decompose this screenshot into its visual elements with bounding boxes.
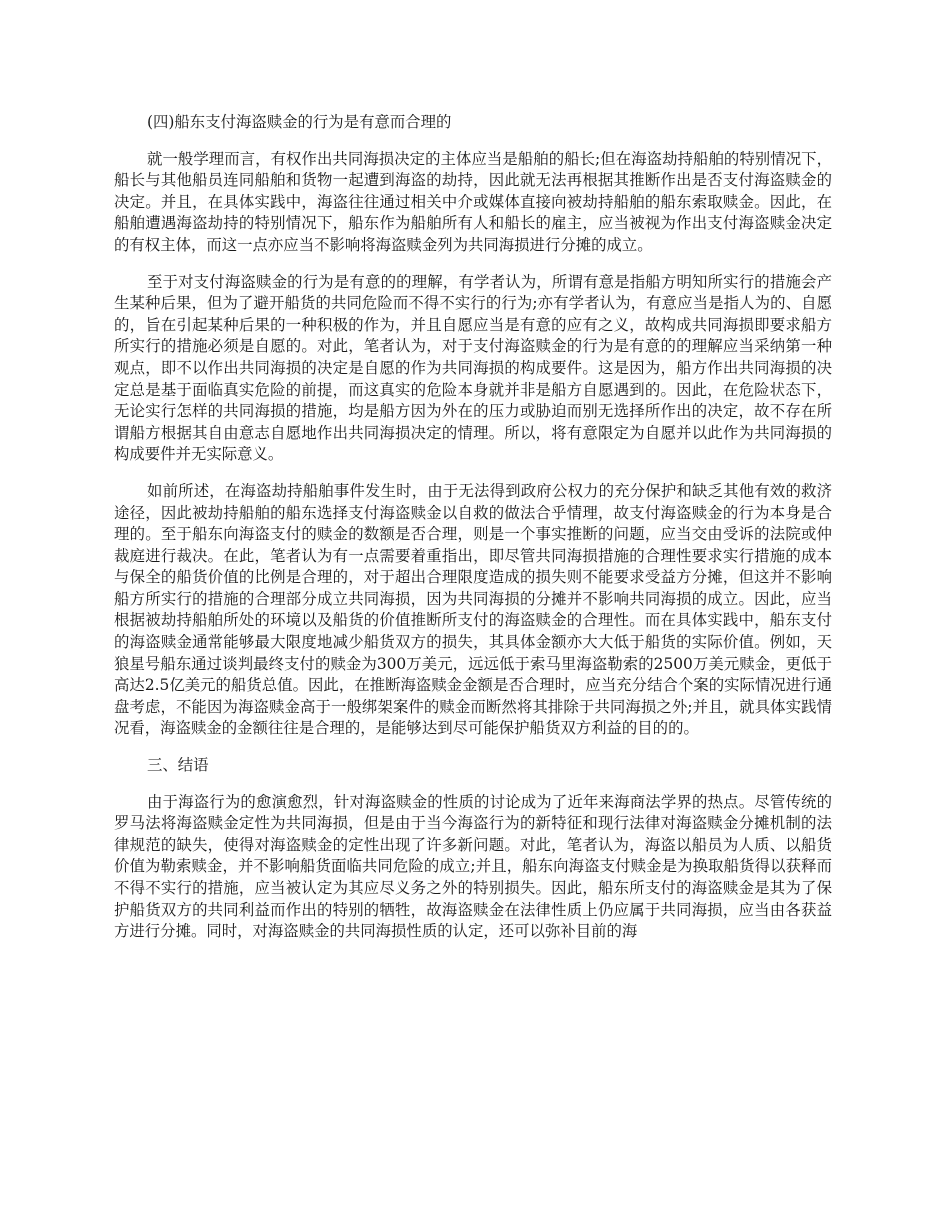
section-heading-4: (四)船东支付海盗赎金的行为是有意而合理的 <box>147 113 452 131</box>
document-body <box>114 112 832 958</box>
section-heading-conclusion: 三、结语 <box>147 756 209 775</box>
paragraph-decision-subject: 就一般学理而言，有权作出共同海损决定的主体应当是船舶的船长;但在海盗劫持船舶的特别情况下，船长与其他船员连同船舶和货物一起遭到海盗的劫持，因此就无法再根据其推断作出是否支付海盗赎金的决定。并且，在具体实践中，海盗往往通过相关中介或媒体直接向被劫持船舶的船东索取赎金。因此，在船舶遭遇海盗劫持的特别情况下，船东作为船舶所有人和船长的雇主，应当被视为作出支付海盗赎金决定的有权主体，而这一点亦应当不影响将海盗赎金列为共同海损进行分摊的成立。 <box>114 149 832 254</box>
paragraph-intentional-act: 至于对支付海盗赎金的行为是有意的的理解，有学者认为，所谓有意是指船方明知所实行的措施会产生某种后果，但为了避开船货的共同危险而不得不实行的行为;亦有学者认为，有意应当是指人为的、自愿的，旨在引起某种后果的一种积极的作为，并且自愿应当是有意的应有之义，故构成共同海损即要求船方所实行的措施必须是自愿的。对此，笔者认为，对于支付海盗赎金的行为是有意的的理解应当采纳第一种观点，即不以作出共同海损的决定是自愿的作为共同海损的构成要件。这是因为，船方作出共同海损的决定总是基于面临真实危险的前提，而这真实的危险本身就并非是船方自愿遇到的。因此，在危险状态下，无论实行怎样的共同海损的措施，均是船方因为外在的压力或胁迫而别无选择所作出的决定，故不存在所谓船方根据其自由意志自愿地作出共同海损决定的情理。所以，将有意限定为自愿并以此作为共同海损的构成要件并无实际意义。 <box>114 272 832 464</box>
paragraph-conclusion: 由于海盗行为的愈演愈烈，针对海盗赎金的性质的讨论成为了近年来海商法学界的热点。尽管传统的罗马法将海盗赎金定性为共同海损，但是由于当今海盗行为的新特征和现行法律对海盗赎金分摊机制的法律规范的缺失，使得对海盗赎金的定性出现了许多新问题。对此，笔者认为，海盗以船员为人质、以船货价值为勒索赎金，并不影响船货面临共同危险的成立;并且，船东向海盗支付赎金是为换取船货得以获释而不得不实行的措施，应当被认定为其应尽义务之外的特别损失。因此，船东所支付的海盗赎金是其为了保护船货双方的共同利益而作出的特别的牺牲，故海盗赎金在法律性质上仍应属于共同海损，应当由各获益方进行分摊。同时，对海盗赎金的共同海损性质的认定，还可以弥补目前的海 <box>114 792 832 941</box>
paragraph-reasonableness: 如前所述，在海盗劫持船舶事件发生时，由于无法得到政府公权力的充分保护和缺乏其他有效的救济途径，因此被劫持船舶的船东选择支付海盗赎金以自救的做法合乎情理，故支付海盗赎金的行为本身是合理的。至于船东向海盗支付的赎金的数额是否合理，则是一个事实推断的问题，应当交由受诉的法院或仲裁庭进行裁决。在此，笔者认为有一点需要着重指出，即尽管共同海损措施的合理性要求实行措施的成本与保全的船货价值的比例是合理的，对于超出合理限度造成的损失则不能要求受益方分摊，但这并不影响船方所实行的措施的合理部分成立共同海损，因为共同海损的分摊并不影响共同海损的成立。因此，应当根据被劫持船舶所处的环境以及船货的价值推断所支付的海盗赎金的合理性。而在具体实践中，船东支付的海盗赎金通常能够最大限度地减少船货双方的损失，其具体金额亦大大低于船货的实际价值。例如，天狼星号船东通过谈判最终支付的赎金为300万美元，远远低于索马里海盗勒索的2500万美元赎金，更低于高达2.5亿美元的船货总值。因此，在推断海盗赎金金额是否合理时，应当充分结合个案的实际情况进行通盘考虑，不能因为海盗赎金高于一般绑架案件的赎金而断然将其排除于共同海损之外;并且，就具体实践情况看，海盗赎金的金额往往是合理的，是能够达到尽可能保护船货双方利益的目的的。 <box>114 481 832 738</box>
